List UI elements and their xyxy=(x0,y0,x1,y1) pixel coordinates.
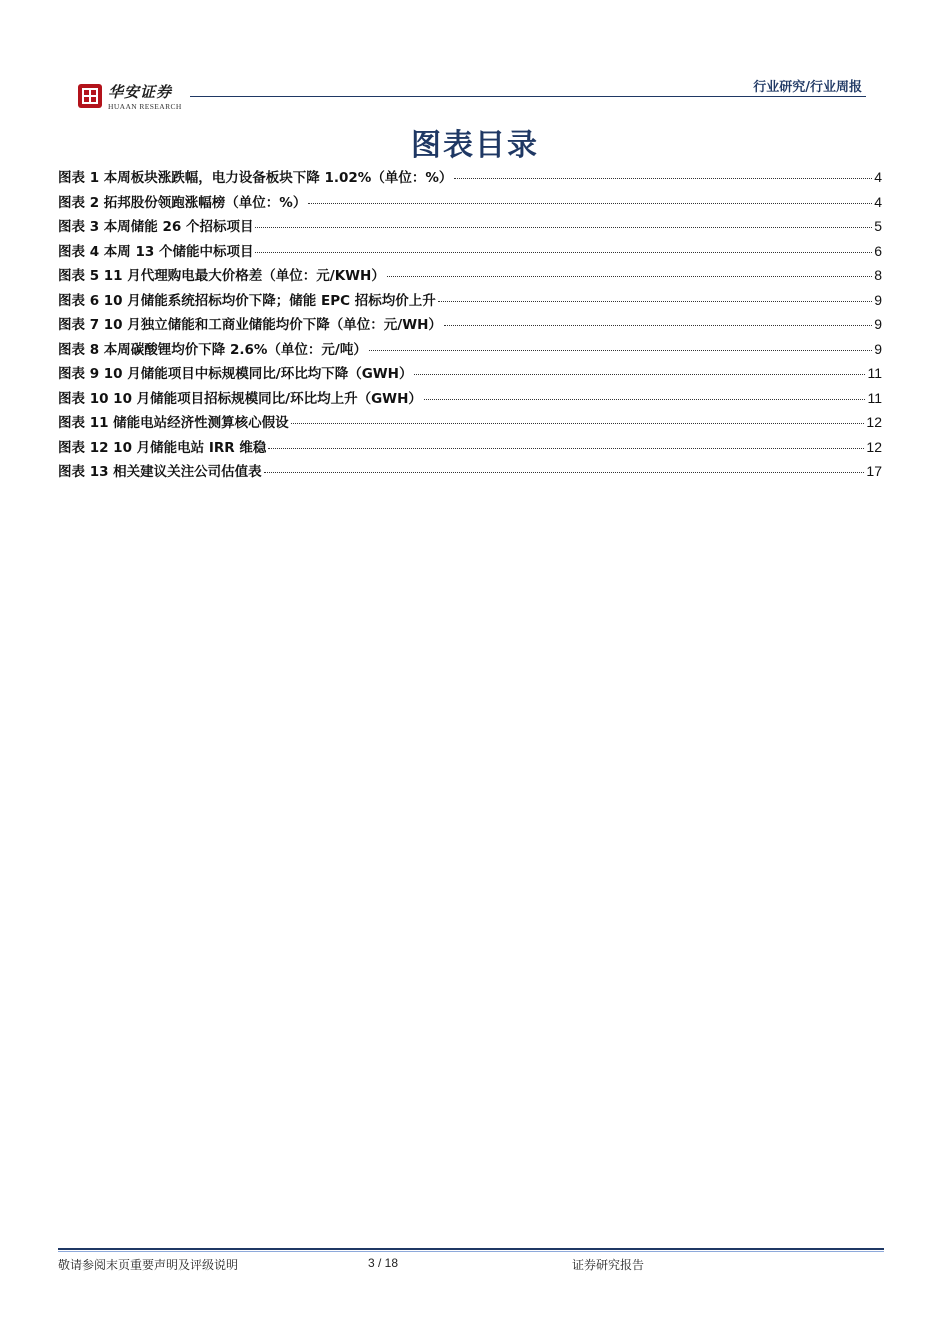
toc-entry-page: 9 xyxy=(874,291,882,308)
page-title: 图表目录 xyxy=(411,128,539,163)
toc-leader-dots xyxy=(264,472,865,473)
toc-entry-label: 图表 1 本周板块涨跌幅，电力设备板块下降 1.02%（单位：%） xyxy=(58,170,453,186)
toc-entry-label: 图表 7 10 月独立储能和工商业储能均价下降（单位：元/WH） xyxy=(58,317,442,333)
toc-entry-page: 12 xyxy=(866,438,882,455)
toc-entry-label: 图表 8 本周碳酸锂均价下降 2.6%（单位：元/吨） xyxy=(58,341,367,358)
toc-leader-dots xyxy=(424,399,866,400)
toc-entry-label: 图表 6 10 月储能系统招标均价下降；储能 EPC 招标均价上升 xyxy=(58,292,436,309)
toc-entry-page: 9 xyxy=(874,340,882,357)
toc-leader-dots xyxy=(438,301,873,302)
toc-entry[interactable] xyxy=(58,338,882,363)
footer-disclaimer: 敬请参阅末页重要声明及评级说明 xyxy=(58,1258,239,1272)
report-category: 行业研究/行业周报 xyxy=(753,80,862,95)
toc-entry-label: 图表 9 10 月储能项目中标规模同比/环比均下降（GWH） xyxy=(58,366,413,382)
toc-entry-label: 图表 12 10 月储能电站 IRR 维稳 xyxy=(58,439,267,456)
toc-entry-page: 4 xyxy=(874,169,882,185)
toc-entry[interactable] xyxy=(58,313,882,338)
toc-entry[interactable] xyxy=(58,264,882,289)
toc-entry-page: 11 xyxy=(867,389,882,406)
toc-leader-dots xyxy=(387,276,872,277)
toc-entry-page: 11 xyxy=(867,365,882,381)
toc-leader-dots xyxy=(255,252,872,253)
seal-icon xyxy=(78,84,102,108)
figure-table-of-contents xyxy=(58,166,882,485)
toc-entry-label: 图表 10 10 月储能项目招标规模同比/环比均上升（GWH） xyxy=(58,390,422,407)
toc-leader-dots xyxy=(444,325,872,326)
footer-divider-thin xyxy=(58,1251,884,1252)
toc-leader-dots xyxy=(308,203,872,204)
toc-entry-label: 图表 2 拓邦股份领跑涨幅榜（单位：%） xyxy=(58,194,307,211)
toc-leader-dots xyxy=(268,448,864,449)
toc-leader-dots xyxy=(291,423,865,424)
toc-entry-label: 图表 11 储能电站经济性测算核心假设 xyxy=(58,415,289,431)
toc-leader-dots xyxy=(454,178,872,179)
toc-entry-page: 12 xyxy=(866,414,882,430)
toc-entry-page: 9 xyxy=(874,316,882,332)
toc-leader-dots xyxy=(414,374,865,375)
toc-entry-label: 图表 5 11 月代理购电最大价格差（单位：元/KWH） xyxy=(58,268,385,284)
toc-entry-label: 图表 3 本周储能 26 个招标项目 xyxy=(58,219,254,235)
footer-divider xyxy=(58,1248,884,1250)
toc-entry-page: 8 xyxy=(874,267,882,283)
logo-chinese-name: 华安证券 xyxy=(108,83,173,101)
page-header xyxy=(0,0,950,120)
toc-entry-page: 6 xyxy=(874,242,882,259)
toc-entry-page: 5 xyxy=(874,218,882,234)
toc-entry-page: 4 xyxy=(874,193,882,210)
toc-entry[interactable] xyxy=(58,215,882,240)
toc-entry[interactable] xyxy=(58,362,882,387)
toc-entry[interactable] xyxy=(58,289,882,314)
toc-entry[interactable] xyxy=(58,436,882,461)
toc-entry-label: 图表 13 相关建议关注公司估值表 xyxy=(58,464,262,480)
toc-entry[interactable] xyxy=(58,240,882,265)
toc-entry[interactable] xyxy=(58,166,882,191)
toc-entry[interactable] xyxy=(58,460,882,485)
logo-english-name: HUAAN RESEARCH xyxy=(108,102,182,111)
toc-entry-label: 图表 4 本周 13 个储能中标项目 xyxy=(58,243,254,260)
report-type: 证券研究报告 xyxy=(572,1258,645,1272)
toc-entry[interactable] xyxy=(58,411,882,436)
toc-entry-page: 17 xyxy=(866,463,882,479)
company-logo xyxy=(78,83,182,111)
toc-leader-dots xyxy=(255,227,872,228)
header-divider xyxy=(190,96,866,97)
toc-entry[interactable] xyxy=(58,191,882,216)
toc-entry[interactable] xyxy=(58,387,882,412)
toc-leader-dots xyxy=(369,350,872,351)
page-number: 3 / 18 xyxy=(368,1256,399,1270)
